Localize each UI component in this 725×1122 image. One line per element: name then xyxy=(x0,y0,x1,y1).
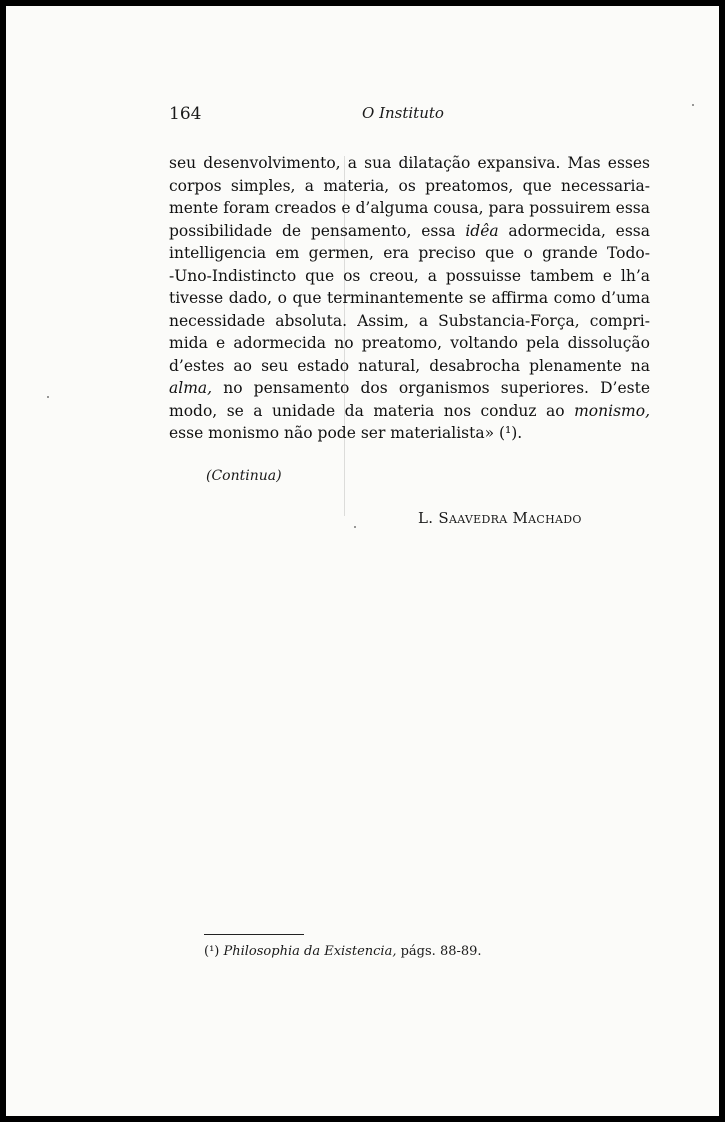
text-segment: adormecida, essa xyxy=(498,221,650,240)
paper-speck xyxy=(692,104,694,106)
text-segment: modo, se a unidade da materia nos conduz ao xyxy=(169,401,575,420)
footnote-marker: (¹) xyxy=(204,944,220,959)
italic-word: alma, xyxy=(169,379,213,397)
footnote-pages: págs. 88-89. xyxy=(400,944,482,959)
footnote xyxy=(204,944,482,959)
text-line: d’estes ao seu estado natural, desabrocha plenamente na xyxy=(169,356,650,375)
document-page xyxy=(6,6,719,1116)
text-line: corpos simples, a materia, os preatomos, que necessaria- xyxy=(169,176,650,195)
italic-word: monismo, xyxy=(574,401,650,420)
footnote-divider xyxy=(204,934,304,935)
text-line: necessidade absoluta. Assim, a Substancia-Força, compri- xyxy=(169,311,650,330)
footnote-title: Philosophia da Existencia, xyxy=(223,944,397,959)
italic-word: idêa xyxy=(465,221,499,240)
paper-speck xyxy=(354,526,356,528)
paper-speck xyxy=(47,396,49,398)
text-line: mente foram creados e d’alguma cousa, para possuirem essa xyxy=(169,199,650,217)
text-segment: possibilidade de pensamento, essa xyxy=(169,221,466,240)
body-paragraph xyxy=(169,152,650,445)
page-number: 164 xyxy=(169,104,202,124)
author-signature: L. Saavedra Machado xyxy=(418,509,582,527)
text-line: tivesse dado, o que terminantemente se affirma como d’uma xyxy=(169,289,650,307)
text-segment: no pensamento dos organismos superiores. D’este xyxy=(212,379,650,397)
running-title: O Instituto xyxy=(362,104,444,122)
continuation-note: (Continua) xyxy=(206,468,282,484)
text-line: mida e adormecida no preatomo, voltando pela dissolução xyxy=(169,334,650,352)
text-line xyxy=(169,377,650,400)
text-line: esse monismo não pode ser materialista» (¹). xyxy=(169,424,523,442)
text-line: -Uno-Indistincto que os creou, a possuisse tambem e lh’a xyxy=(169,266,650,285)
text-line: seu desenvolvimento, a sua dilatação expansiva. Mas esses xyxy=(169,154,650,172)
text-line: intelligencia em germen, era preciso que o grande Todo- xyxy=(169,244,650,262)
text-line xyxy=(169,220,650,243)
text-line xyxy=(169,400,650,423)
